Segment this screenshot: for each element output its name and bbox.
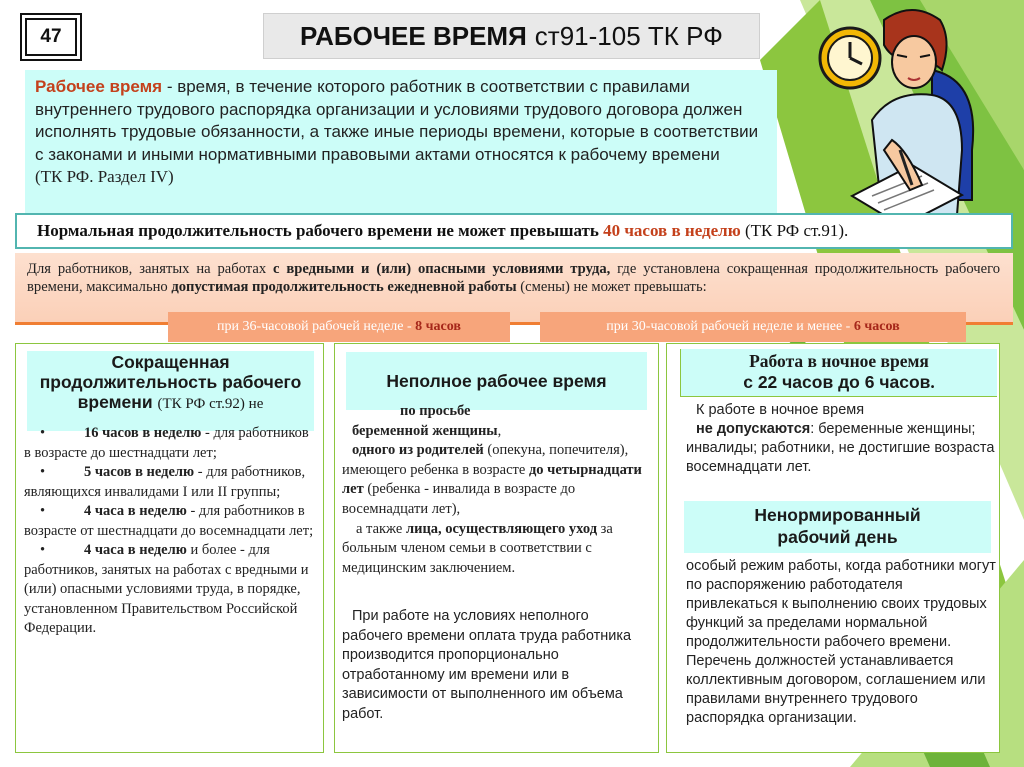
list-item xyxy=(24,463,316,502)
part-time-pay-text: При работе на условиях неполного рабочего времени оплата труда работника производится пропорционально отработанному им времени или в зависимости от выполненного им объема работ. xyxy=(342,608,632,722)
list-item xyxy=(24,424,316,463)
night-text-1: К работе в ночное время xyxy=(696,402,865,418)
normal-hours-box xyxy=(15,213,1013,249)
bullet: • xyxy=(40,425,46,441)
definition-text: - время, в течение которого работник в соответствии с правилами внутреннего трудового распорядка организации и условиями трудового договора должен исполнять трудовые обязанности, а также иные периоды времени, которые в соответствии с законами и иными нормативными правовыми актами относятся к рабочему времени xyxy=(35,77,759,164)
night-title-2: с 22 часов до 6 часов xyxy=(743,372,931,392)
title-main: РАБОЧЕЕ ВРЕМЯ xyxy=(300,20,527,51)
irregular-title-text: Ненормированный рабочий день xyxy=(754,505,921,547)
part-time-parent-text-2: (ребенка - инвалида в возрасте до восемнадцати лет), xyxy=(342,481,576,517)
reduced-hours-list xyxy=(24,424,316,639)
part-time-line-1: по просьбе xyxy=(400,403,471,419)
irregular-text-body: особый режим работы, когда работники могут по распоряжению работодателя привлекаться к выполнению своих трудовых функций за пределами нормальной продолжительности рабочего времени. Перечень должностей устанавливается коллективным договором, соглашением или правилами внутреннего трудового распорядка организации. xyxy=(686,558,996,726)
harmful-text-1: Для работников, занятых на работах xyxy=(27,261,273,277)
normal-hours-limit: 40 часов в неделю xyxy=(603,221,741,240)
part-time-carer-text: а также xyxy=(356,520,406,537)
limit-30-hour-week xyxy=(540,312,966,342)
part-time-eligibility xyxy=(342,402,654,578)
harmful-bold-1: с вредными и (или) опасными условиями труда, xyxy=(273,261,611,277)
part-time-pay xyxy=(342,607,648,725)
irregular-day-text xyxy=(686,557,998,728)
part-time-line-2-end: , xyxy=(497,422,502,439)
item-bold: 4 часа в неделю xyxy=(84,542,187,558)
night-title-1: Работа в ночное время xyxy=(749,351,929,371)
reduced-hours-title xyxy=(27,351,314,431)
limit-36-value: 8 часов xyxy=(415,319,461,334)
normal-hours-reference: (ТК РФ ст.91). xyxy=(744,221,849,240)
harmful-text-3: (смены) не может превышать: xyxy=(516,278,707,295)
item-bold: 16 часов в неделю xyxy=(84,425,202,441)
part-time-carer-text-2: за больным членом семьи в соответствии с медицинским заключением. xyxy=(342,520,613,576)
reduced-hours-reference: (ТК РФ ст.92) не xyxy=(157,396,264,412)
night-text-2: : беременные женщины; инвалиды; работники, не достигшие возраста восемнадцати лет. xyxy=(686,421,995,475)
irregular-day-title xyxy=(684,501,991,553)
reduced-hours-title-text: Сокращенная продолжительность рабочего времени xyxy=(39,352,302,412)
limit-36-hour-week xyxy=(168,312,510,342)
item-text: - для работников в возрасте до шестнадцати лет; xyxy=(24,425,309,461)
night-work-text xyxy=(686,401,996,493)
slide-number: 47 xyxy=(20,13,82,61)
item-bold: 5 часов в неделю xyxy=(84,464,195,480)
list-item xyxy=(24,502,316,541)
part-time-title-text: Неполное рабочее время xyxy=(386,370,607,391)
definition-term: Рабочее время xyxy=(35,77,163,96)
item-bold: 4 часа в неделю xyxy=(84,503,187,519)
title-articles: ст91-105 ТК РФ xyxy=(534,20,723,51)
bullet: • xyxy=(40,542,46,558)
bullet: • xyxy=(40,464,46,480)
page-title xyxy=(263,13,760,59)
night-title-2-end: . xyxy=(930,372,935,392)
limit-30-label: при 30-часовой рабочей неделе и менее - xyxy=(606,319,851,334)
limit-36-label: при 36-часовой рабочей неделе - xyxy=(217,319,412,334)
harmful-text-2: где установлена сокращенная продолжительность рабочего времени, максимально xyxy=(27,261,1000,295)
bullet: • xyxy=(40,503,46,519)
night-work-title xyxy=(680,349,997,397)
item-text: и более - для работников, занятых на работах с вредными и (или) опасными условиями труда, в порядке, установленном Правительством Российской Федерации. xyxy=(24,542,309,636)
definition-box xyxy=(25,70,777,215)
part-time-age: до четырнадцати лет xyxy=(342,461,642,498)
night-prohibited: не допускаются xyxy=(696,421,811,437)
item-text: - для работников, являющихся инвалидами I или II группы; xyxy=(24,464,306,500)
part-time-line-2: беременной женщины xyxy=(352,422,498,439)
item-text: - для работников в возрасте от шестнадцати до восемнадцати лет; xyxy=(24,503,314,539)
limit-30-value: 6 часов xyxy=(853,319,900,334)
harmful-bold-2: допустимая продолжительность ежедневной работы xyxy=(171,278,517,295)
definition-reference: (ТК РФ. Раздел IV) xyxy=(35,167,174,186)
woman-writing-illustration xyxy=(812,0,992,236)
part-time-carer: лица, осуществляющего уход xyxy=(405,520,598,537)
list-item xyxy=(24,541,316,639)
part-time-parent-text: (опекуна, попечителя), имеющего ребенка в возрасте xyxy=(342,442,629,478)
part-time-parent: одного из родителей xyxy=(352,442,484,459)
normal-hours-text: Нормальная продолжительность рабочего времени не может превышать xyxy=(37,221,599,240)
